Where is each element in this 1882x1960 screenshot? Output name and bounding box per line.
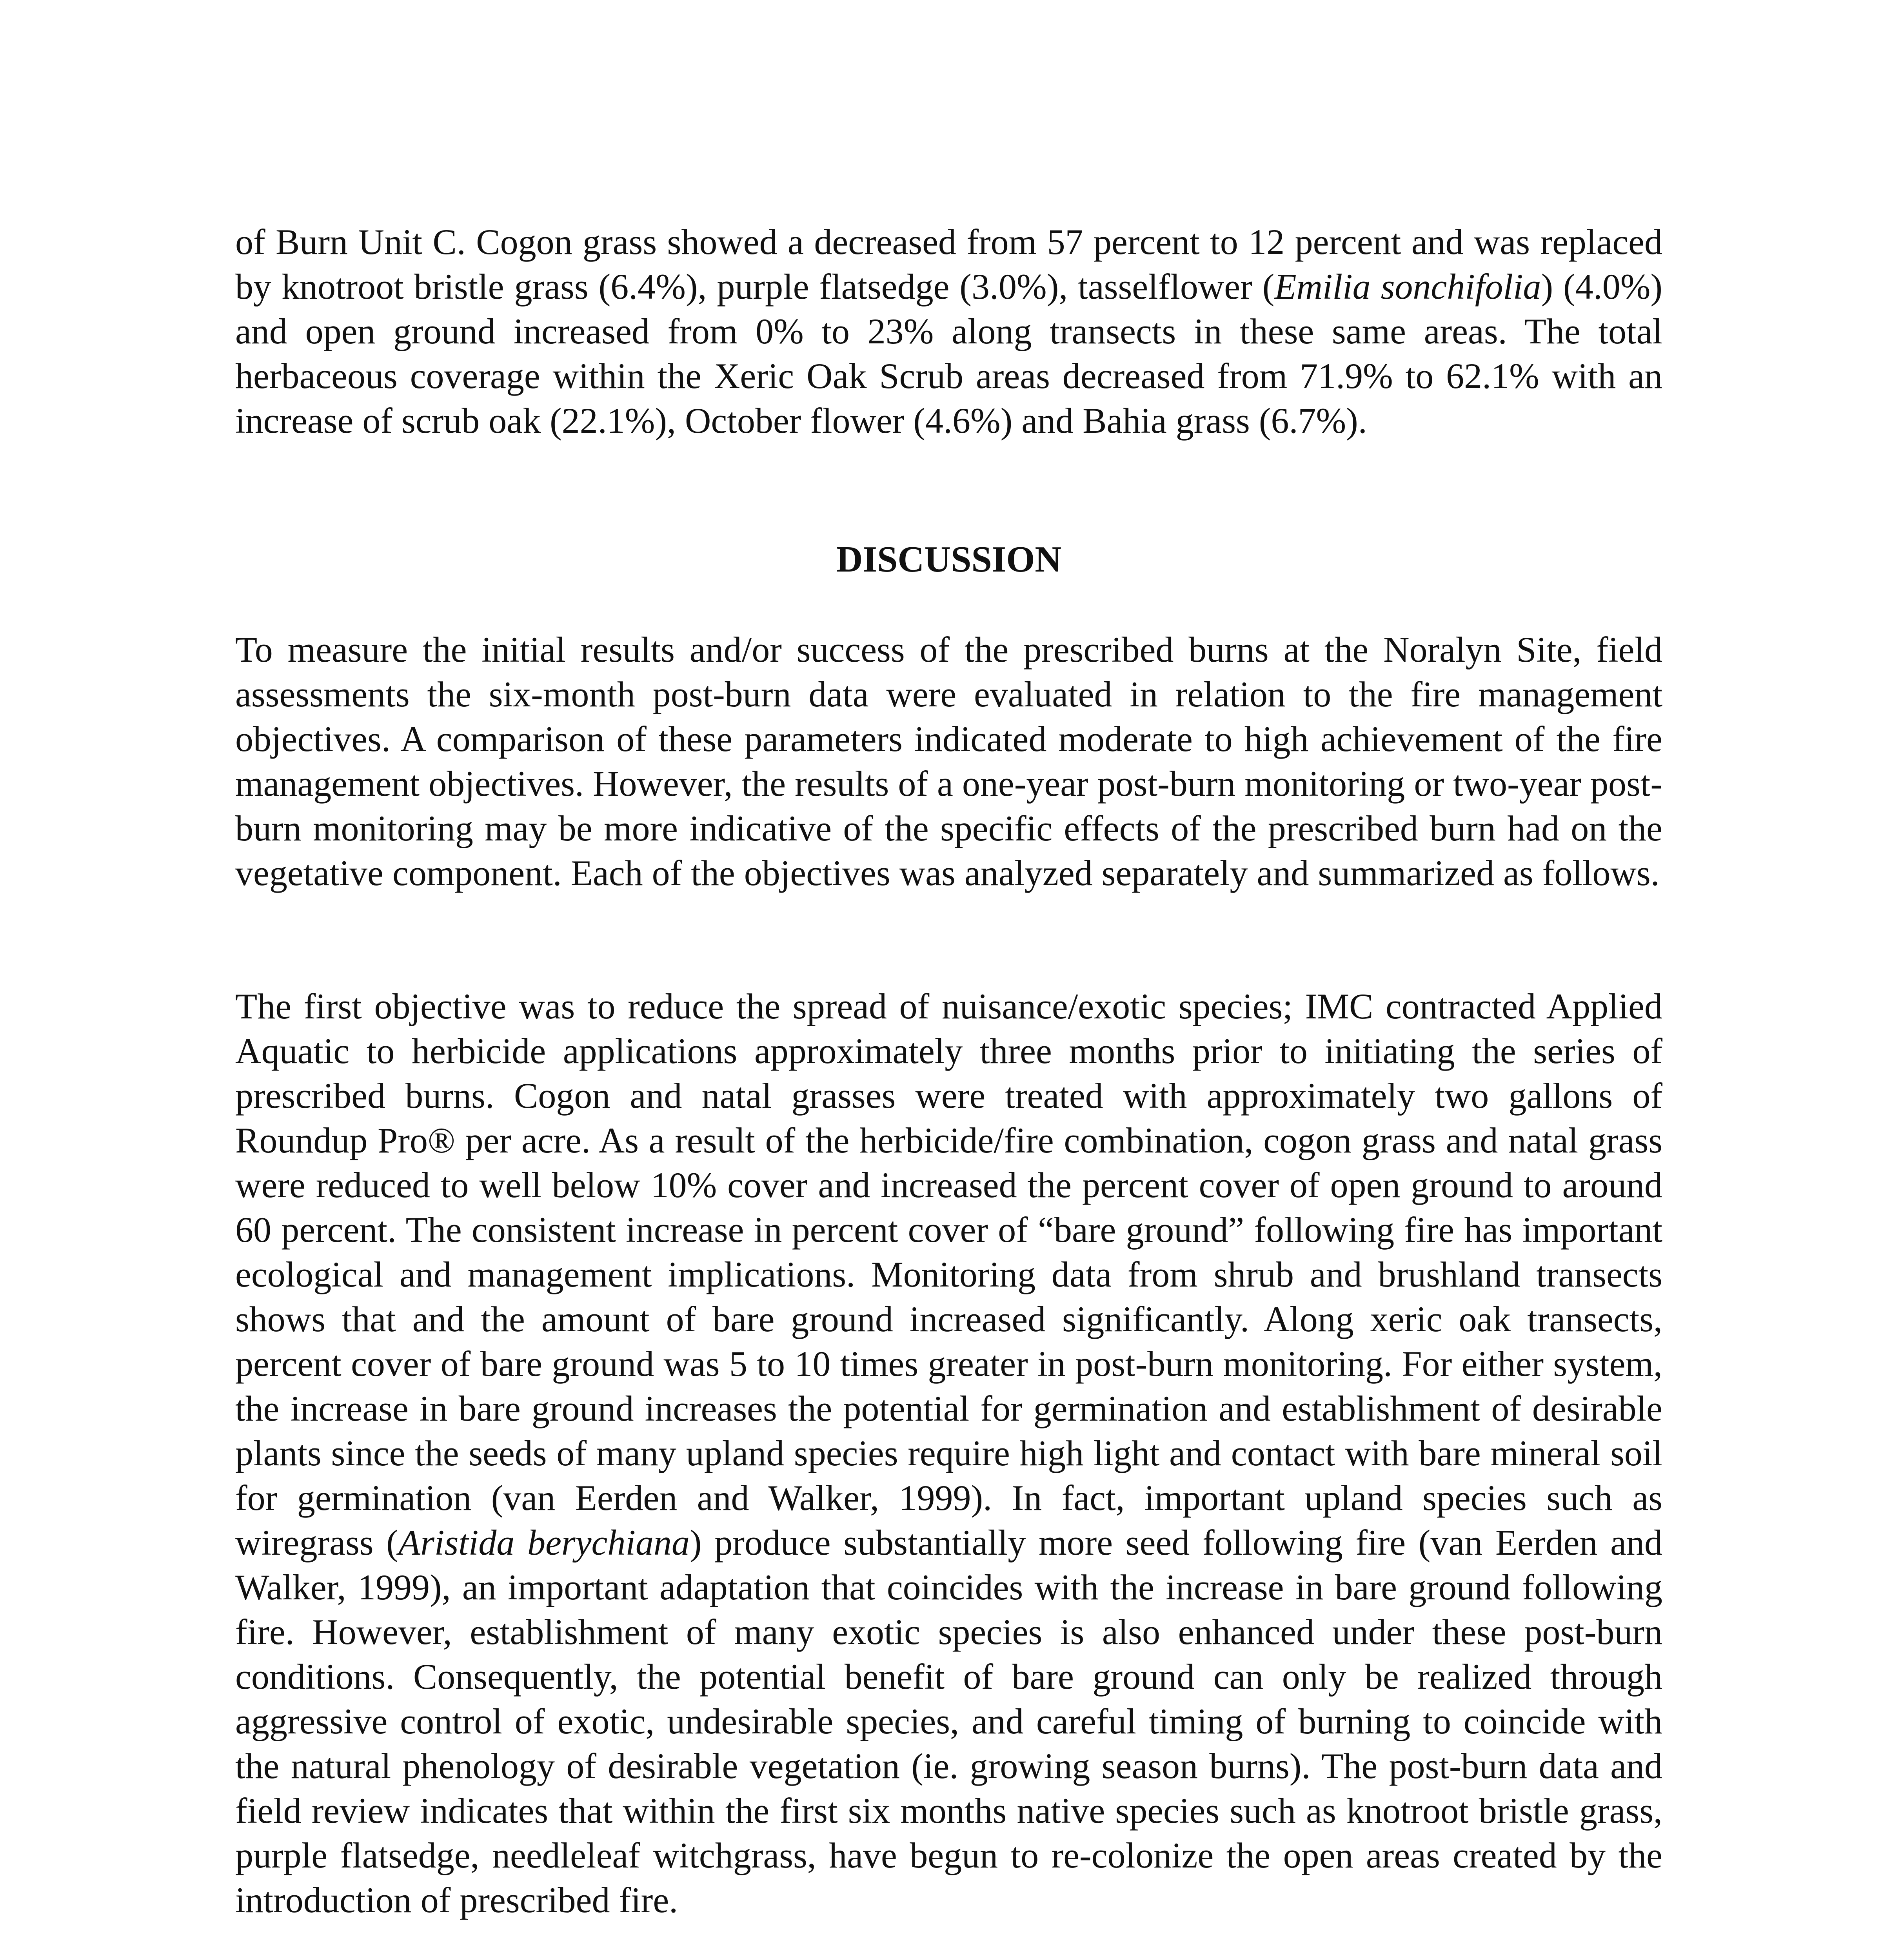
paragraph-2-text-2: ) produce substantially more seed following fire (van Eerden and Walker, 1999), an important adaptation that coincides with the increase in bare ground following fire. However, establishment of many exotic species is also enhanced under these post-burn conditions. Consequently, the potential benefit of bare ground can only be realized through aggressive control of exotic, undesirable species, and careful timing of burning to coincide with the natural phenology of desirable vegetation (ie. growing season burns). The post-burn data and field review indicates that within the first six months native species such as knotroot bristle grass, purple flatsedge, needleleaf witchgrass, have begun to re-colonize the open areas created by the introduction of prescribed fire. xyxy=(235,1523,1662,1920)
paragraph-intro-text-2: ) (4.0%) and open ground increased from 0% to 23% along transects in these same areas. The total herbaceous coverage within the Xeric Oak Scrub areas decreased from 71.9% to 62.1% with an increase of scrub oak (22.1%), October flower (4.6%) and Bahia grass (6.7%). xyxy=(235,267,1663,441)
section-heading: DISCUSSION xyxy=(836,539,1062,580)
paragraph-intro-text-1: of Burn Unit C. Cogon grass showed a decreased from 57 percent to 12 percent and was replaced by knotroot bristle grass (6.4%), purple flatsedge (3.0%), tasselflower ( xyxy=(235,222,1662,307)
species-name-emilia: Emilia sonchifolia xyxy=(1274,267,1541,307)
species-name-aristida: Aristida berychiana xyxy=(398,1523,690,1563)
paragraph-intro xyxy=(235,220,1662,443)
paragraph-2-text-1: The first objective was to reduce the spread of nuisance/exotic species; IMC contracted Applied Aquatic to herbicide applications approximately three months prior to initiating the series of prescribed burns. Cogon and natal grasses were treated with approximately two gallons of Roundup Pro® per acre. As a result of the herbicide/fire combination, cogon grass and natal grass were reduced to well below 10% cover and increased the percent cover of open ground to around 60 percent. The consistent increase in percent cover of “bare ground” following fire has important ecological and management implications. Monitoring data from shrub and brushland transects shows that and the amount of bare ground increased significantly. Along xeric oak transects, percent cover of bare ground was 5 to 10 times greater in post-burn monitoring. For either system, the increase in bare ground increases the potential for germination and establishment of desirable plants since the seeds of many upland species require high light and contact with bare mineral soil for germination (van Eerden and Walker, 1999). In fact, important upland species such as wiregrass ( xyxy=(235,986,1662,1563)
paragraph-discussion-2 xyxy=(235,984,1662,1922)
paragraph-discussion-1: To measure the initial results and/or success of the prescribed burns at the Noralyn Site, field assessments the six-month post-burn data were evaluated in relation to the fire management objectives. A comparison of these parameters indicated moderate to high achievement of the fire management objectives. However, the results of a one-year post-burn monitoring or two-year post-burn monitoring may be more indicative of the specific effects of the prescribed burn had on the vegetative component. Each of the objectives was analyzed separately and summarized as follows. xyxy=(235,630,1662,893)
